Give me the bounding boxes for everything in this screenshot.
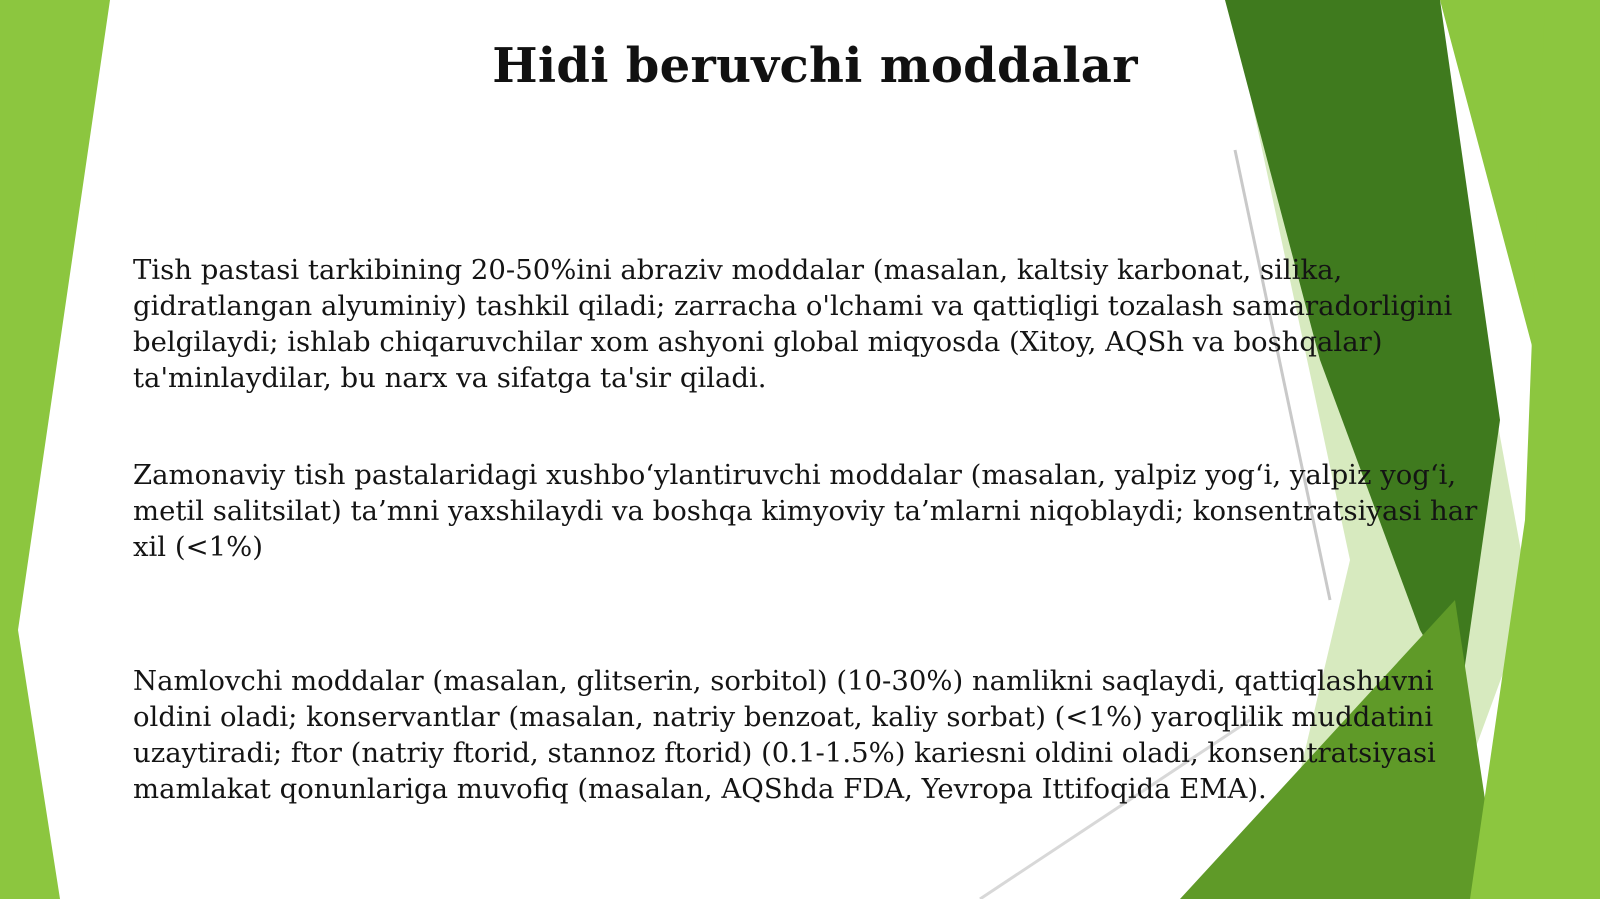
- left-green-shape: [0, 0, 110, 899]
- slide-title: Hidi beruvchi moddalar: [492, 38, 1138, 94]
- paragraph-flavoring: Zamonaviy tish pastalaridagi xushbo‘ylantiruvchi moddalar (masalan, yalpiz yog‘i, yalpiz yog‘i, metil salitsilat) ta’mni yaxshilaydi va boshqa kimyoviy ta’mlarni niqoblaydi; konsentratsiyasi har xil (<1%): [133, 459, 1478, 563]
- paragraph-abrasives: Tish pastasi tarkibining 20-50%ini abraziv moddalar (masalan, kaltsiy karbonat, silika, gidratlangan alyuminiy) tashkil qiladi; zarracha o'lchami va qattiqligi tozalash samaradorligini belgilaydi; ishlab chiqaruvchilar xom ashyoni global miqyosda (Xitoy, AQSh va boshqalar) ta'minlaydilar, bu narx va sifatga ta'sir qiladi.: [133, 254, 1453, 394]
- paragraph-humectants: Namlovchi moddalar (masalan, glitserin, sorbitol) (10-30%) namlikni saqlaydi, qattiqlashuvni oldini oladi; konservantlar (masalan, natriy benzoat, kaliy sorbat) (<1%) yaroqlilik muddatini uzaytiradi; ftor (natriy ftorid, stannoz ftorid) (0.1-1.5%) kariesni oldini oladi, konsentratsiyasi mamlakat qonunlariga muvofiq (masalan, AQShda FDA, Yevropa Ittifoqida EMA).: [133, 665, 1436, 805]
